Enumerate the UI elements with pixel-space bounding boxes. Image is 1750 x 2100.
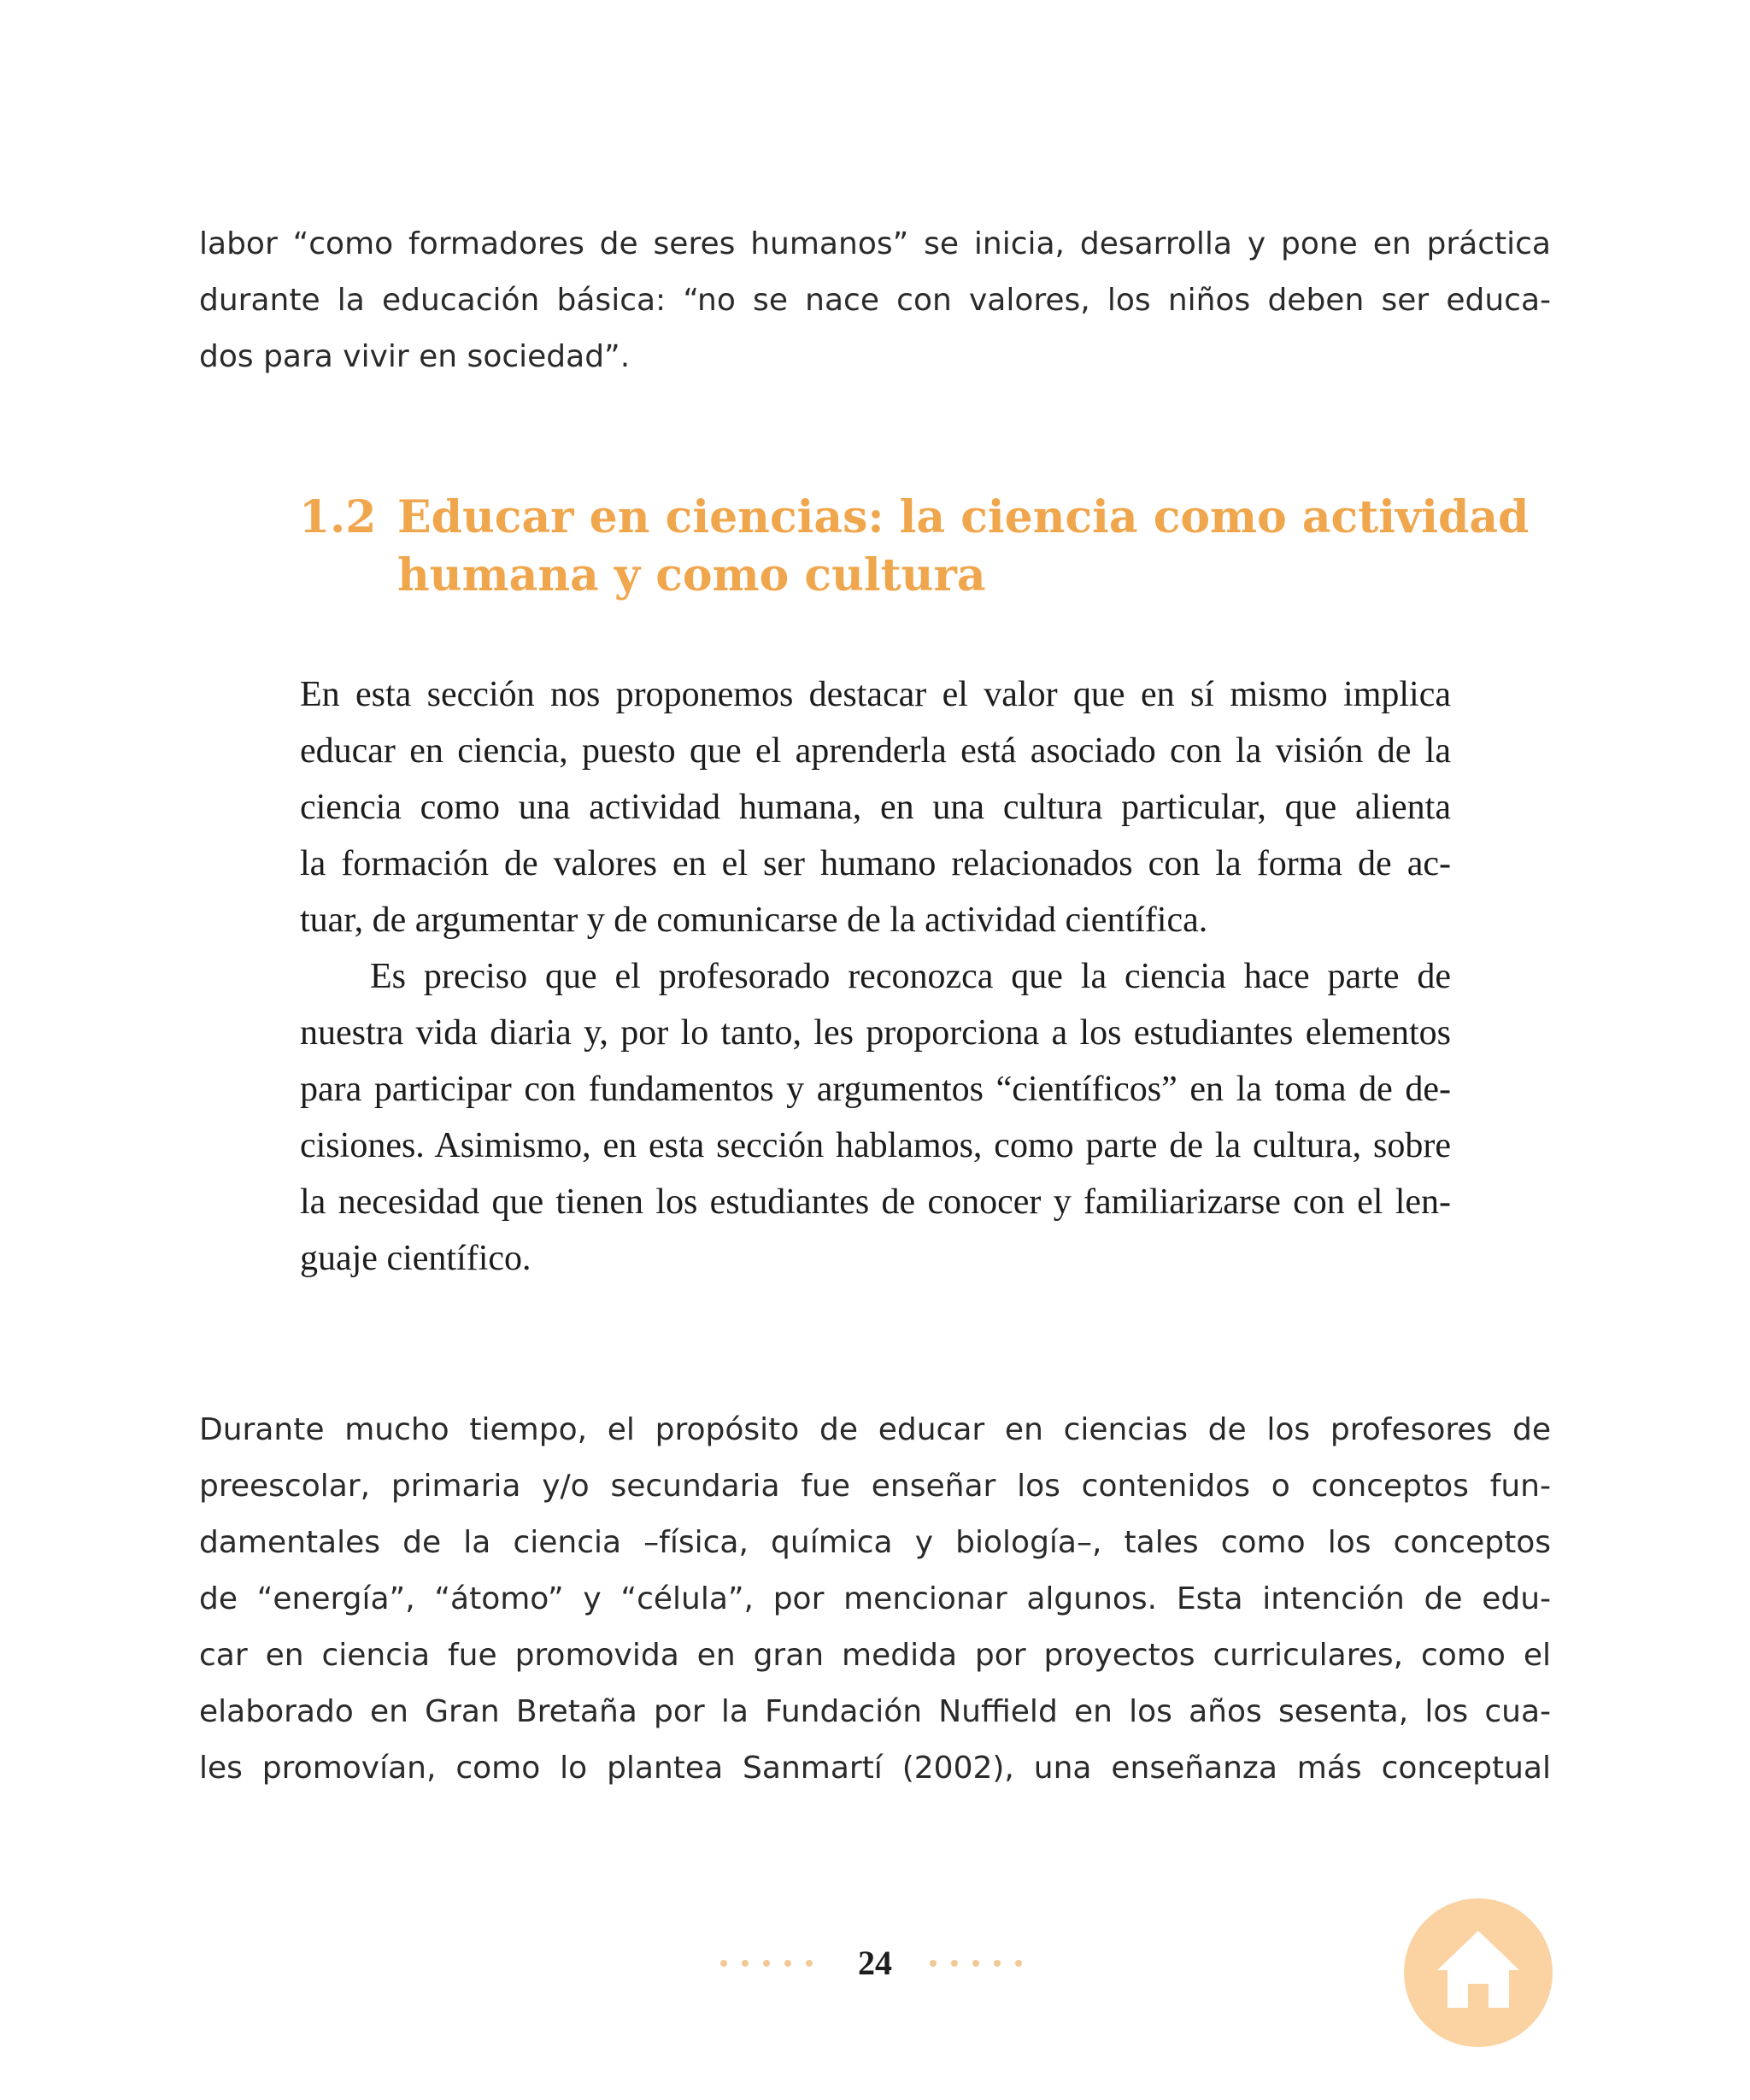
summary-line: ciencia como una actividad humana, en una cultura particular, que alienta — [300, 788, 1451, 827]
summary-line: tuar, de argumentar y de comunicarse de la actividad científica. — [300, 900, 1208, 940]
intro-line: dos para vivir en sociedad”. — [199, 339, 631, 374]
body-line: de “energía”, “átomo” y “célula”, por mencionar algunos. Esta intención de edu- — [199, 1581, 1551, 1616]
left-dots-divider — [720, 1960, 813, 1967]
summary-line: la formación de valores en el ser humano relacionados con la forma de ac- — [300, 844, 1451, 883]
body-line: elaborado en Gran Bretaña por la Fundación Nuffield en los años sesenta, los cua- — [199, 1694, 1551, 1729]
page-number: 24 — [858, 1944, 892, 1982]
section-title-line: Educar en ciencias: la ciencia como actividad — [397, 491, 1530, 543]
intro-line: labor “como formadores de seres humanos” se inicia, desarrolla y pone en práctica — [199, 226, 1551, 261]
body-line: preescolar, primaria y/o secundaria fue enseñar los contenidos o conceptos fun- — [199, 1469, 1551, 1504]
right-dots-divider — [930, 1960, 1022, 1967]
home-button[interactable] — [1404, 1898, 1553, 2047]
summary-line: para participar con fundamentos y argumentos “científicos” en la toma de de- — [300, 1070, 1451, 1109]
home-icon — [1404, 1898, 1553, 2047]
section-number: 1.2 — [299, 491, 377, 543]
section-title — [397, 489, 1530, 605]
intro-paragraph — [199, 216, 1551, 385]
summary-line: En esta sección nos proponemos destacar el valor que en sí mismo implica — [300, 675, 1451, 714]
body-line: les promovían, como lo plantea Sanmartí (2002), una enseñanza más conceptual — [199, 1751, 1551, 1786]
body-line: car en ciencia fue promovida en gran medida por proyectos curriculares, como el — [199, 1638, 1551, 1673]
section-summary — [300, 666, 1451, 1287]
summary-line: educar en ciencia, puesto que el aprenderla está asociado con la visión de la — [300, 731, 1451, 771]
intro-line: durante la educación básica: “no se nace con valores, los niños deben ser educa- — [199, 283, 1551, 318]
summary-line: cisiones. Asimismo, en esta sección hablamos, como parte de la cultura, sobre — [300, 1126, 1451, 1165]
summary-line: la necesidad que tienen los estudiantes de conocer y familiarizarse con el len- — [300, 1182, 1451, 1222]
summary-line: Es preciso que el profesorado reconozca que la ciencia hace parte de — [370, 957, 1451, 996]
summary-line: nuestra vida diaria y, por lo tanto, les proporciona a los estudiantes elementos — [300, 1013, 1451, 1053]
summary-line: guaje científico. — [300, 1239, 531, 1278]
body-line: damentales de la ciencia –física, química y biología–, tales como los conceptos — [199, 1525, 1551, 1560]
section-title-line: humana y como cultura — [397, 549, 986, 601]
body-paragraph — [199, 1402, 1551, 1797]
body-line: Durante mucho tiempo, el propósito de educar en ciencias de los profesores de — [199, 1412, 1551, 1447]
